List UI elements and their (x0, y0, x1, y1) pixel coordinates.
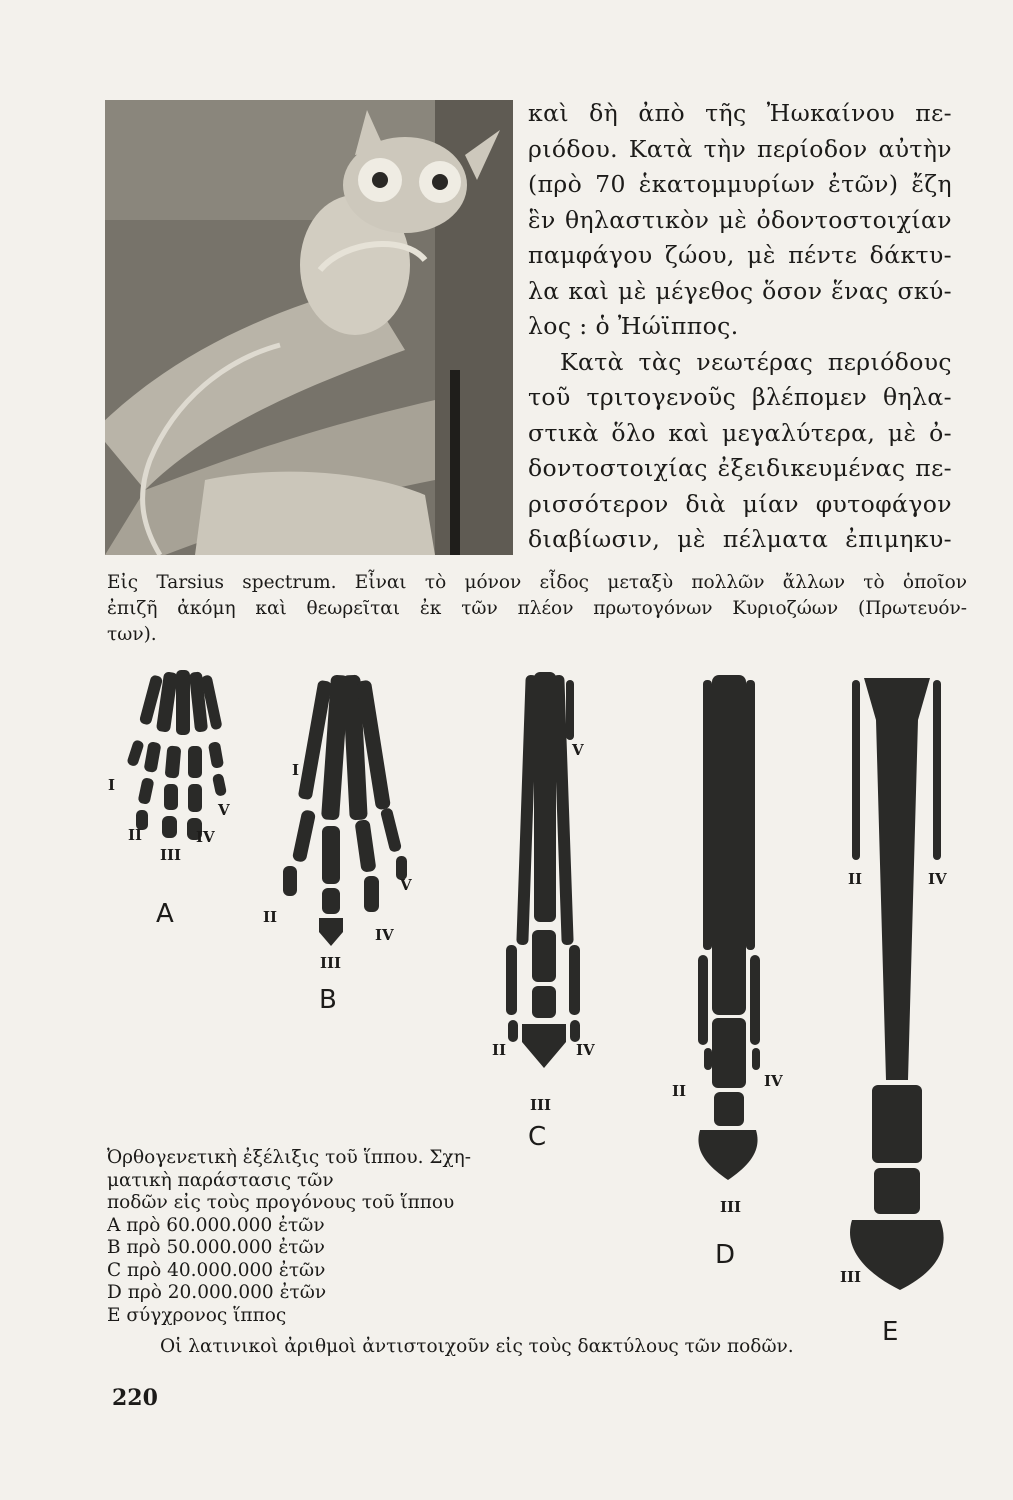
foot-diagram-c (506, 672, 580, 1068)
digit-label-IV: IV (928, 870, 947, 888)
panel-letter-d: D (715, 1240, 736, 1270)
panel-letter-c: C (528, 1122, 547, 1152)
photo-caption-line: ἐπιζῆ ἀκόμη καὶ θεωρεῖται ἐκ τῶν πλέον πρωτογόνων Κυριοζώων (Πρωτευόν- (107, 598, 967, 619)
digit-label-III: III (160, 846, 182, 864)
photo-caption (107, 570, 967, 648)
tarsier-illustration (105, 100, 513, 555)
body-line: στικὰ ὅλο καὶ μεγαλύτερα, μὲ ὀ- (528, 418, 952, 447)
digit-label-IV: IV (576, 1041, 595, 1059)
body-line: διαβίωσιν, μὲ πέλματα ἐπιμηκυ- (528, 525, 952, 553)
digit-label-II: II (672, 1082, 687, 1100)
body-line: παμφάγου ζώου, μὲ πέντε δάκτυ- (528, 241, 952, 269)
photo-caption-line: Εἰς Tarsius spectrum. Εἶναι τὸ μόνον εἶδος μεταξὺ πολλῶν ἄλλων τὸ ὁποῖον (107, 572, 967, 593)
page-number: 220 (112, 1385, 158, 1411)
body-line: ἓν θηλαστικὸν μὲ ὀδοντοστοιχίαν (528, 205, 952, 234)
body-line: τοῦ τριτογενοῦς βλέπομεν θηλα- (528, 383, 952, 411)
digit-label-V: V (572, 741, 584, 759)
digit-label-III: III (320, 954, 342, 972)
digit-label-II: II (263, 908, 278, 926)
figure-caption-line: ματικὴ παράστασις τῶν (107, 1169, 334, 1191)
figure-caption (107, 1147, 471, 1327)
body-line: δοντοστοιχίας ἐξειδικευμένας πε- (528, 454, 952, 482)
digit-label-IV: IV (196, 828, 215, 846)
body-paragraph (528, 96, 952, 558)
figure-caption-line: C πρὸ 40.000.000 ἐτῶν (107, 1259, 326, 1281)
body-line: λος : ὁ Ἠώϊππος. (528, 312, 739, 340)
panel-letter-e: E (882, 1317, 899, 1347)
figure-caption-line: B πρὸ 50.000.000 ἐτῶν (107, 1237, 325, 1258)
digit-label-IV: IV (375, 926, 394, 944)
tarsier-photo (105, 100, 513, 555)
digit-label-V: V (400, 876, 412, 894)
photo-caption-line: των). (107, 624, 157, 645)
body-line: Κατὰ τὰς νεωτέρας περιόδους (560, 347, 952, 376)
digit-label-II: II (492, 1041, 507, 1059)
figure-caption-line: ποδῶν εἰς τοὺς προγόνους τοῦ ἵππου (107, 1192, 455, 1213)
body-line: ριόδου. Κατὰ τὴν περίοδον αὐτὴν (528, 134, 952, 163)
digit-label-V: V (218, 801, 230, 819)
foot-diagram-d (698, 675, 760, 1180)
digit-label-III: III (530, 1096, 552, 1114)
foot-diagram-e (850, 678, 944, 1290)
digit-label-IV: IV (764, 1072, 783, 1090)
body-line: ρισσότερον διὰ μίαν φυτοφάγον (528, 489, 952, 518)
figure-caption-line: Ὀρθογενετικὴ ἐξέλιξις τοῦ ἵππου. Σχη- (107, 1147, 472, 1168)
foot-diagram-a (126, 670, 227, 840)
body-line: καὶ δὴ ἀπὸ τῆς Ἠωκαίνου πε- (528, 99, 952, 127)
panel-letter-a: A (156, 899, 174, 929)
panel-letter-b: B (319, 985, 337, 1015)
body-line: λα καὶ μὲ μέγεθος ὅσον ἕνας σκύ- (528, 276, 952, 305)
digit-label-II: II (128, 826, 143, 844)
figure-caption-line: A πρὸ 60.000.000 ἐτῶν (107, 1214, 325, 1236)
digit-label-II: II (848, 870, 863, 888)
foot-diagram-b (283, 675, 407, 946)
figure-caption-line: E σύγχρονος ἵππος (107, 1304, 287, 1326)
digit-label-III: III (840, 1268, 862, 1286)
figure-note: Οἱ λατινικοὶ ἀριθμοὶ ἀντιστοιχοῦν εἰς τοὺς δακτύλους τῶν ποδῶν. (160, 1336, 794, 1357)
digit-label-III: III (720, 1198, 742, 1216)
digit-label-I: I (108, 776, 116, 794)
figure-caption-line: D πρὸ 20.000.000 ἐτῶν (107, 1282, 327, 1303)
digit-label-I: I (292, 761, 300, 779)
body-line: (πρὸ 70 ἑκατομμυρίων ἐτῶν) ἔζη (528, 170, 952, 198)
